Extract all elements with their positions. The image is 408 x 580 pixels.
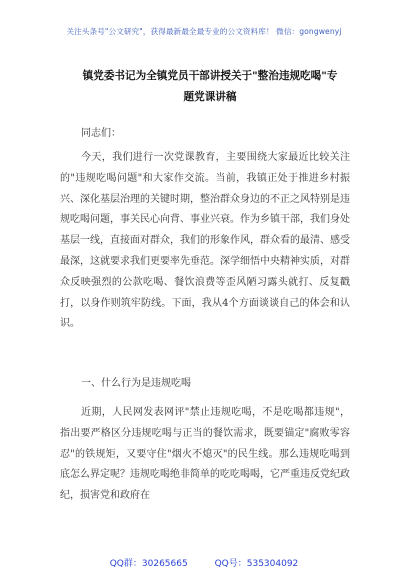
- salutation: 同志们：: [81, 128, 121, 139]
- title-line-2: 题党课讲稿: [183, 91, 237, 103]
- header-banner: 关注头条号"公文研究"，获得最新最全最专业的公文资料库！ 微信：gongwenyj: [66, 27, 342, 36]
- document-title: [60, 66, 360, 108]
- qq-number-text: QQ号：535304092: [214, 559, 299, 569]
- title-line-1: 镇党委书记为全镇党员干部讲授关于"整治违规吃喝"专: [82, 70, 338, 82]
- paragraph-section-1: 近期，人民网发表网评"禁止违规吃喝，不是吃喝都违规"，指出要严格区分违规吃喝与正当的餐饮需求，既要锚定"腐败零容忍"的铁规矩，又要守住"烟火不熄灭"的民生线。那么违规吃喝到底怎么界定呢？违规吃喝绝非简单的吃吃喝喝，它严重违反党纪政纪，损害党和政府在: [60, 407, 350, 502]
- paragraph-intro: 今天，我们进行一次党课教育，主要围绕大家最近比较关注的"违规吃喝问题"和大家作交流。当前，我镇正处于推进乡村振兴、深化基层治理的关键时期，整治群众身边的不正之风特别是违规吃喝问题，事关民心向背、事业兴衰。作为乡镇干部，我们身处基层一线，直接面对群众，我们的形象作风，群众看的最清、感受最深，这就要求我们更要率先垂范。深学细悟中央精神实质，对群众反映强烈的公款吃喝、餐饮浪费等歪风陋习露头就打、反复戳打，以身作则筑牢防线。下面，我从4个方面谈谈自己的体会和认识。: [60, 152, 350, 330]
- footer-contact: [0, 556, 408, 569]
- section-heading-1: 一、什么行为是违规吃喝: [81, 378, 191, 389]
- qq-group-text: QQ群：30265665: [109, 559, 188, 569]
